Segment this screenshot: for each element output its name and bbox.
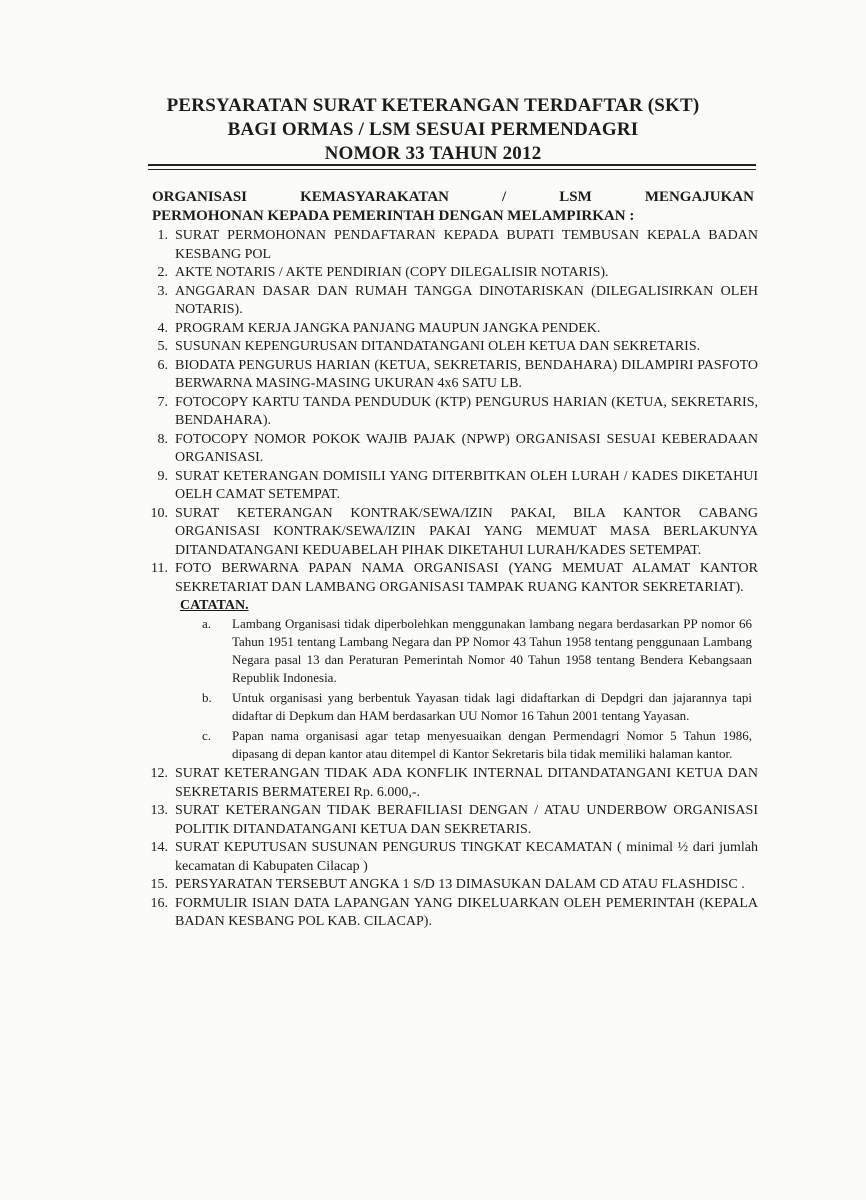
item-text: FOTOCOPY KARTU TANDA PENDUDUK (KTP) PENGURUS HARIAN (KETUA, SEKRETARIS, BENDAHARA). xyxy=(175,394,758,428)
list-item xyxy=(142,394,758,431)
requirements-list xyxy=(142,227,758,932)
item-number: 9. xyxy=(157,468,168,484)
list-item xyxy=(142,338,758,357)
item-text: SURAT PERMOHONAN PENDAFTARAN KEPADA BUPATI TEMBUSAN KEPALA BADAN KESBANG POL xyxy=(175,228,758,262)
item-text: SURAT KETERANGAN DOMISILI YANG DITERBITKAN OLEH LURAH / KADES DIKETAHUI OELH CAMAT SETEMPAT. xyxy=(175,468,758,502)
item-text: PERSYARATAN TERSEBUT ANGKA 1 S/D 13 DIMASUKAN DALAM CD ATAU FLASHDISC . xyxy=(175,877,745,892)
note-item xyxy=(202,689,752,725)
list-item xyxy=(142,839,758,876)
title-underline xyxy=(148,164,756,166)
intro-word: ORGANISASI xyxy=(152,189,248,205)
list-item xyxy=(142,264,758,283)
note-text: Papan nama organisasi agar tetap menyesuaikan dengan Permendagri Nomor 5 Tahun 1986, dipasang di depan kantor atau ditempel di Kantor Sekretaris bila tidak memiliki halaman kantor. xyxy=(232,728,752,761)
catatan-heading: CATATAN. xyxy=(180,598,249,613)
item-number: 11. xyxy=(151,561,168,576)
note-item xyxy=(202,727,752,763)
item-number: 13. xyxy=(150,803,168,818)
list-item xyxy=(142,505,758,561)
intro-line-2: PERMOHONAN KEPADA PEMERINTAH DENGAN MELAMPIRKAN : xyxy=(152,208,635,224)
item-text: SURAT KETERANGAN KONTRAK/SEWA/IZIN PAKAI, BILA KANTOR CABANG ORGANISASI KONTRAK/SEWA/IZIN PAKAI YANG MEMUAT MASA BERLAKUNYA DITANDATANGANI KEDUABELAH PIHAK DIKETAHUI LURAH/KADES SETEMPAT. xyxy=(175,505,758,558)
item-text: AKTE NOTARIS / AKTE PENDIRIAN (COPY DILEGALISIR NOTARIS). xyxy=(175,265,609,280)
item-number: 12. xyxy=(150,766,168,781)
item-number: 3. xyxy=(157,283,168,299)
item-number: 16. xyxy=(150,895,168,911)
item-number: 8. xyxy=(157,431,168,447)
item-number: 14. xyxy=(150,840,168,855)
list-item xyxy=(142,468,758,505)
item-number: 10. xyxy=(150,505,168,521)
item-number: 2. xyxy=(157,265,168,280)
item-number: 1. xyxy=(157,228,168,243)
document-title xyxy=(0,94,866,166)
note-text: Untuk organisasi yang berbentuk Yayasan tidak lagi didaftarkan di Depdgri dan jajarannya tapi didaftar di Depkum dan HAM berdasarkan UU Nomor 16 Tahun 2001 tentang Yayasan. xyxy=(232,690,752,723)
title-line-2: BAGI ORMAS / LSM SESUAI PERMENDAGRI xyxy=(227,119,639,140)
list-item xyxy=(142,895,758,932)
item-number: 6. xyxy=(157,357,168,373)
item-text: FORMULIR ISIAN DATA LAPANGAN YANG DIKELUARKAN OLEH PEMERINTAH (KEPALA BADAN KESBANG POL KAB. CILACAP). xyxy=(175,895,758,929)
intro-word: / xyxy=(502,189,507,205)
item-text: SURAT KETERANGAN TIDAK ADA KONFLIK INTERNAL DITANDATANGANI KETUA DAN SEKRETARIS BERMATEREI Rp. 6.000,-. xyxy=(175,766,758,800)
list-item xyxy=(142,227,758,264)
list-item xyxy=(142,320,758,339)
intro-word: LSM xyxy=(559,189,592,205)
item-text: PROGRAM KERJA JANGKA PANJANG MAUPUN JANGKA PENDEK. xyxy=(175,320,601,336)
item-text: SURAT KETERANGAN TIDAK BERAFILIASI DENGAN / ATAU UNDERBOW ORGANISASI POLITIK DITANDATANGANI KETUA DAN SEKRETARIS. xyxy=(175,803,758,837)
title-underline-thin xyxy=(148,169,756,170)
item-number: 7. xyxy=(157,394,168,410)
list-item xyxy=(142,876,758,895)
list-item xyxy=(142,560,758,597)
title-line-1: PERSYARATAN SURAT KETERANGAN TERDAFTAR (SKT) xyxy=(166,95,700,116)
note-letter: a. xyxy=(202,616,212,631)
item-number: 5. xyxy=(157,339,168,354)
list-item xyxy=(142,802,758,839)
note-item xyxy=(202,615,752,687)
intro-word: MENGAJUKAN xyxy=(644,189,754,205)
item-number: 4. xyxy=(157,320,168,336)
intro-word: KEMASYARAKATAN xyxy=(300,189,449,205)
item-text: SUSUNAN KEPENGURUSAN DITANDATANGANI OLEH KETUA DAN SEKRETARIS. xyxy=(175,339,701,354)
item-text: FOTO BERWARNA PAPAN NAMA ORGANISASI (YANG MEMUAT ALAMAT KANTOR SEKRETARIAT DAN LAMBANG ORGANISASI TAMPAK RUANG KANTOR SEKRETARIAT). xyxy=(175,561,758,595)
item-text: ANGGARAN DASAR DAN RUMAH TANGGA DINOTARISKAN (DILEGALISIRKAN OLEH NOTARIS). xyxy=(175,283,758,317)
list-item xyxy=(142,283,758,320)
item-text: BIODATA PENGURUS HARIAN (KETUA, SEKRETARIS, BENDAHARA) DILAMPIRI PASFOTO BERWARNA MASING-MASING UKURAN 4x6 SATU LB. xyxy=(175,357,758,391)
list-item xyxy=(142,357,758,394)
item-text: SURAT KEPUTUSAN SUSUNAN PENGURUS TINGKAT KECAMATAN ( minimal ½ dari jumlah kecamatan di Kabupaten Cilacap ) xyxy=(175,840,758,874)
intro-paragraph xyxy=(152,188,754,226)
title-line-3: NOMOR 33 TAHUN 2012 xyxy=(324,143,542,164)
note-letter: b. xyxy=(202,690,212,705)
list-item xyxy=(142,431,758,468)
item-number: 15. xyxy=(150,877,168,892)
item-text: FOTOCOPY NOMOR POKOK WAJIB PAJAK (NPWP) ORGANISASI SESUAI KEBERADAAN ORGANISASI. xyxy=(175,431,758,465)
intro-line-1 xyxy=(152,188,754,207)
list-item xyxy=(142,765,758,802)
note-letter: c. xyxy=(202,728,212,743)
note-text: Lambang Organisasi tidak diperbolehkan menggunakan lambang negara berdasarkan PP nomor 66 Tahun 1951 tentang Lambang Negara dan PP Nomor 43 Tahun 1958 tentang penggunaan Lambang Negara pasal 13 dan Peraturan Pemerintah Nomor 40 Tahun 1958 tentang Bendera Kebangsaan Republik Indonesia. xyxy=(232,616,752,685)
